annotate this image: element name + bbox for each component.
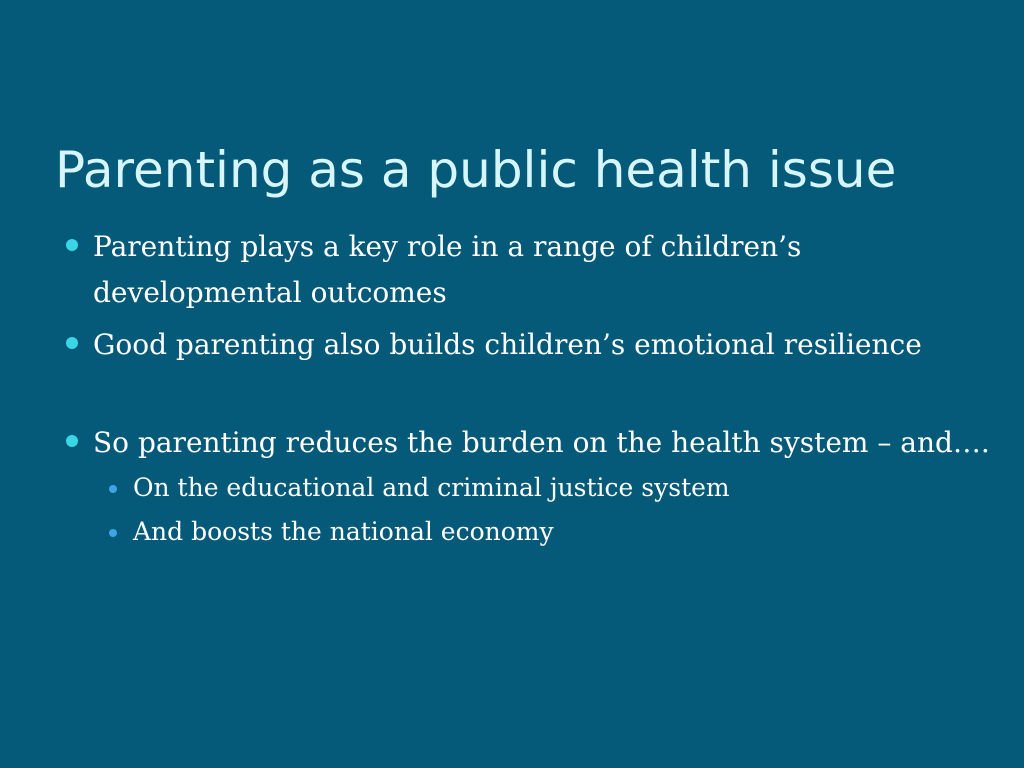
small-round-bullet-icon (109, 485, 117, 493)
bullet-text: Good parenting also builds children’s emotional resilience (93, 328, 922, 361)
bullet-item (60, 224, 990, 316)
slide-title: Parenting as a public health issue (55, 141, 897, 199)
round-bullet-icon (66, 239, 78, 251)
sub-bullet-text: On the educational and criminal justice system (133, 473, 730, 502)
bullet-item (60, 322, 990, 368)
sub-bullet-item (60, 466, 990, 510)
round-bullet-icon (66, 337, 78, 349)
bullet-text: So parenting reduces the burden on the health system – and…. (93, 426, 990, 459)
round-bullet-icon (66, 435, 78, 447)
sub-bullet-text: And boosts the national economy (133, 517, 554, 546)
sub-bullet-item (60, 510, 990, 554)
bullet-list (60, 224, 990, 554)
bullet-text: Parenting plays a key role in a range of children’s developmental outcomes (93, 230, 802, 309)
bullet-item (60, 420, 990, 466)
small-round-bullet-icon (109, 529, 117, 537)
